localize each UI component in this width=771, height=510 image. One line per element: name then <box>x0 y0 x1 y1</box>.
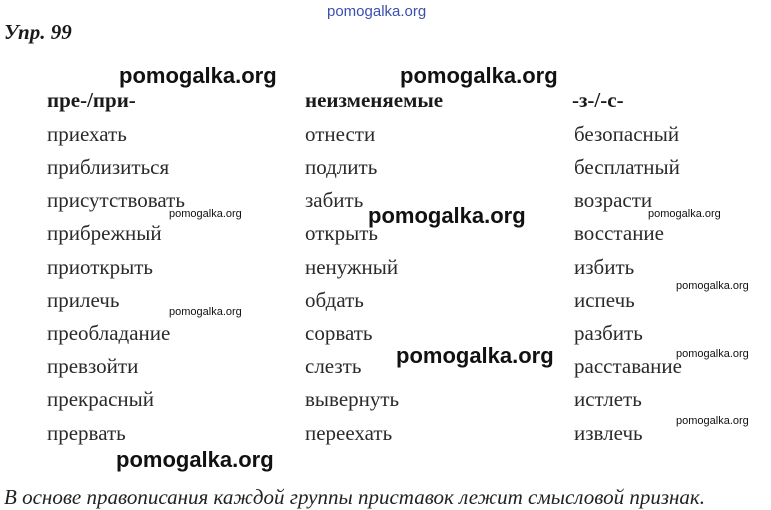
column-header-unchangeable: неизменяемые <box>305 88 444 112</box>
word-col2: слезть <box>305 354 362 378</box>
watermark-small: pomogalka.org <box>676 348 749 360</box>
watermark-small: pomogalka.org <box>169 306 242 318</box>
word-col2: переехать <box>305 421 393 445</box>
word-col1: прибрежный <box>47 221 162 245</box>
watermark: pomogalka.org <box>396 343 554 368</box>
word-col3: истлеть <box>574 387 642 411</box>
watermark-small: pomogalka.org <box>648 208 721 220</box>
word-col2: ненужный <box>305 255 399 279</box>
word-col3: извлечь <box>574 421 643 445</box>
word-col1: превзойти <box>47 354 139 378</box>
word-col3: бесплатный <box>574 155 680 179</box>
word-col2: обдать <box>305 288 364 312</box>
watermark: pomogalka.org <box>119 63 277 88</box>
word-col3: безопасный <box>574 122 680 146</box>
watermark: pomogalka.org <box>400 63 558 88</box>
word-col1: прервать <box>47 421 126 445</box>
column-header-z-s: -з-/-с- <box>572 88 624 112</box>
word-col2: открыть <box>305 221 378 245</box>
word-col1: прекрасный <box>47 387 154 411</box>
watermark-small: pomogalka.org <box>676 280 749 292</box>
watermark-small: pomogalka.org <box>676 415 749 427</box>
watermark-small: pomogalka.org <box>169 208 242 220</box>
watermark-top: pomogalka.org <box>327 3 427 20</box>
word-col1: приоткрыть <box>47 255 153 279</box>
word-col3: избить <box>574 255 635 279</box>
word-col3: возрасти <box>574 188 653 212</box>
exercise-title: Упр. 99 <box>4 20 72 44</box>
word-col3: расставание <box>574 354 682 378</box>
word-col2: забить <box>305 188 364 212</box>
word-col1: прилечь <box>47 288 120 312</box>
word-col3: испечь <box>574 288 635 312</box>
word-col2: отнести <box>305 122 376 146</box>
word-col1: присутствовать <box>47 188 185 212</box>
word-col1: приблизиться <box>47 155 170 179</box>
word-col2: подлить <box>305 155 378 179</box>
word-col1: приехать <box>47 122 127 146</box>
word-col2: вывернуть <box>305 387 400 411</box>
word-col3: восстание <box>574 221 664 245</box>
word-col1: преобладание <box>47 321 171 345</box>
word-col2: сорвать <box>305 321 373 345</box>
footer-note: В основе правописания каждой группы приставок лежит смысловой признак. <box>4 485 705 509</box>
watermark: pomogalka.org <box>368 203 526 228</box>
word-col3: разбить <box>574 321 643 345</box>
watermark: pomogalka.org <box>116 447 274 472</box>
column-header-pre-pri: пре-/при- <box>47 88 136 112</box>
